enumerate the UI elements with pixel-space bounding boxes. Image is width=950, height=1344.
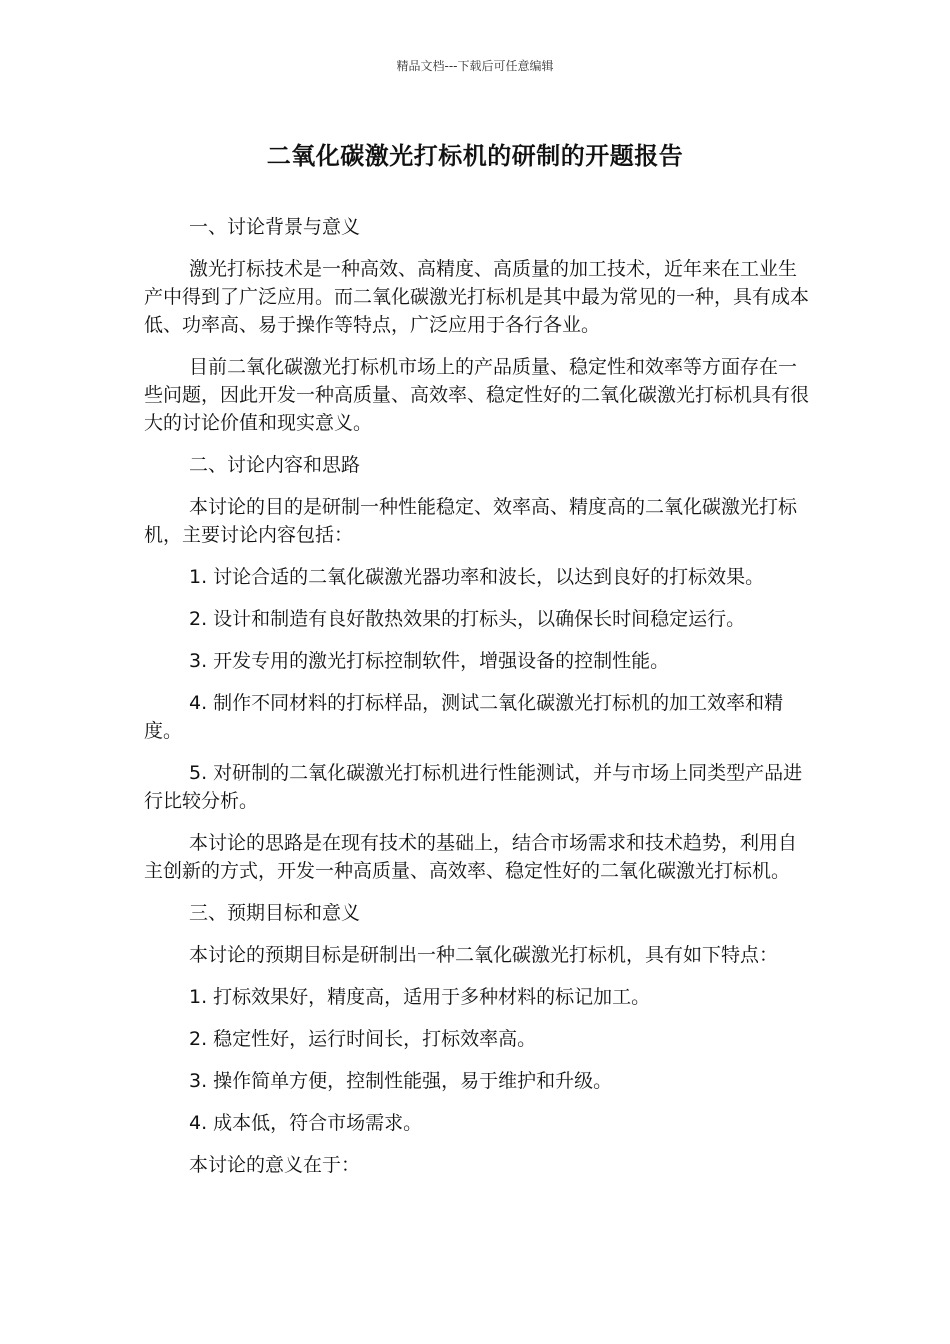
list-item: 4. 制作不同材料的打标样品，测试二氧化碳激光打标机的加工效率和精度。 [144,692,784,742]
section-heading-content: 二、讨论内容和思路 [189,454,361,476]
section-heading-background: 一、讨论背景与意义 [189,216,361,238]
list-item: 3. 开发专用的激光打标控制软件，增强设备的控制性能。 [189,650,670,672]
paragraph: 本讨论的思路是在现有技术的基础上，结合市场需求和技术趋势，利用自主创新的方式，开发一种高质量、高效率、稳定性好的二氧化碳激光打标机。 [144,832,798,882]
paragraph: 目前二氧化碳激光打标机市场上的产品质量、稳定性和效率等方面存在一些问题，因此开发一种高质量、高效率、稳定性好的二氧化碳激光打标机具有很大的讨论价值和现实意义。 [144,356,810,434]
page-header: 精品文档---下载后可任意编辑 [396,59,554,73]
paragraph: 本讨论的预期目标是研制出一种二氧化碳激光打标机，具有如下特点： [189,944,779,966]
paragraph: 本讨论的意义在于： [189,1154,361,1176]
list-item: 1. 讨论合适的二氧化碳激光器功率和波长，以达到良好的打标效果。 [189,566,765,588]
document-body [144,213,810,1193]
section-heading-goals: 三、预期目标和意义 [189,902,361,924]
list-item: 5. 对研制的二氧化碳激光打标机进行性能测试，并与市场上同类型产品进行比较分析。 [144,762,803,812]
list-item: 2. 稳定性好，运行时间长，打标效率高。 [189,1028,537,1050]
paragraph: 激光打标技术是一种高效、高精度、高质量的加工技术，近年来在工业生产中得到了广泛应用。而二氧化碳激光打标机是其中最为常见的一种，具有成本低、功率高、易于操作等特点，广泛应用于各行各业。 [144,258,810,336]
list-item: 1. 打标效果好，精度高，适用于多种材料的标记加工。 [189,986,651,1008]
list-item: 4. 成本低，符合市场需求。 [189,1112,423,1134]
list-item: 2. 设计和制造有良好散热效果的打标头，以确保长时间稳定运行。 [189,608,746,630]
document-title: 二氧化碳激光打标机的研制的开题报告 [266,142,684,170]
paragraph: 本讨论的目的是研制一种性能稳定、效率高、精度高的二氧化碳激光打标机，主要讨论内容包括： [144,496,798,546]
list-item: 3. 操作简单方便，控制性能强，易于维护和升级。 [189,1070,613,1092]
